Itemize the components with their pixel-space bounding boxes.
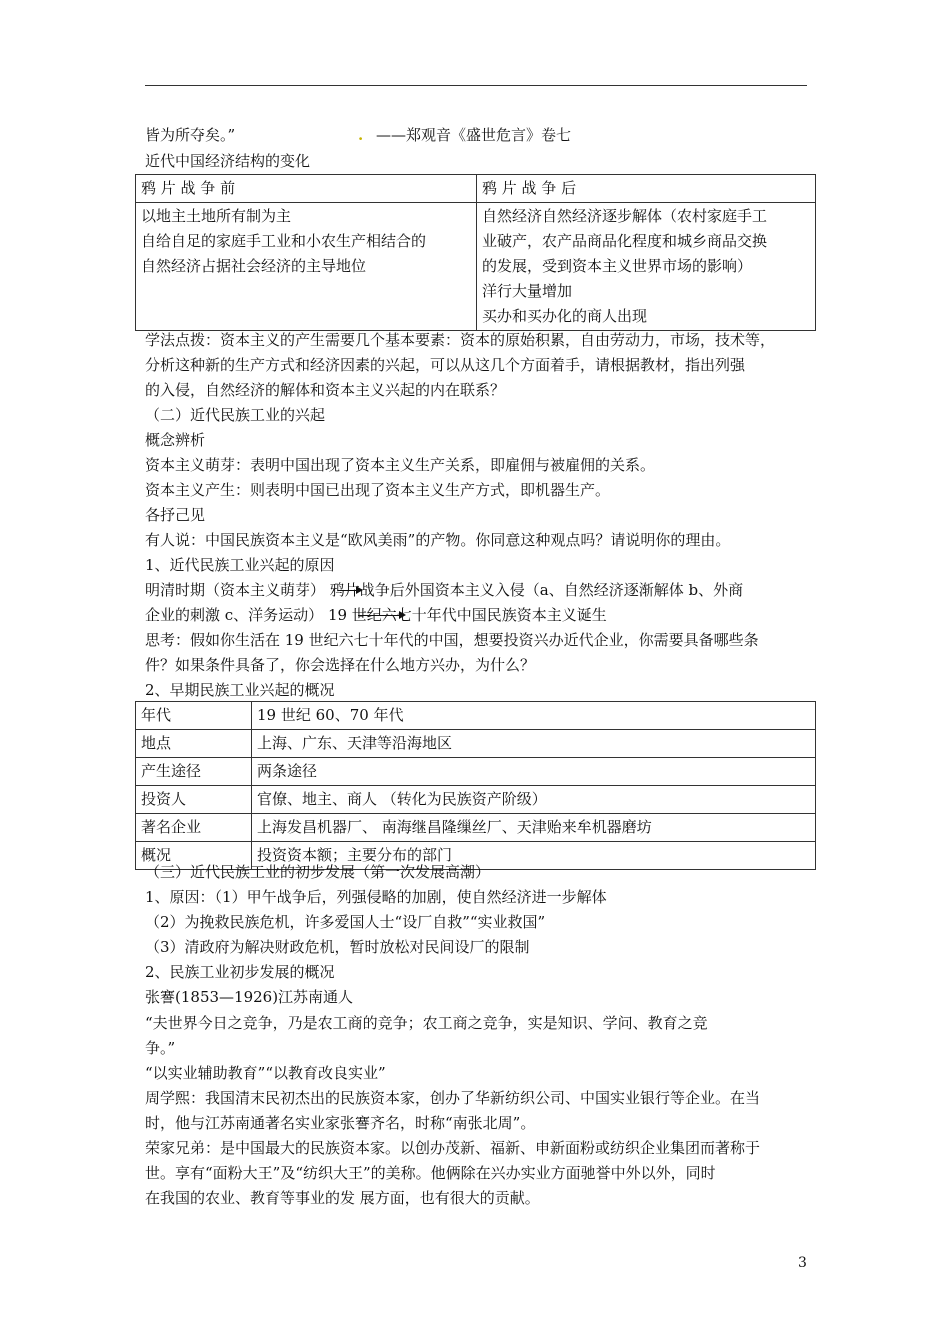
table1-after-line: 的发展，受到资本主义世界市场的影响）: [482, 257, 753, 275]
flow-arrowhead-1: [356, 586, 363, 594]
text-line: 概念辨析: [145, 431, 206, 449]
text-line: 学法点拨：资本主义的产生需要几个基本要素：资本的原始积累，自由劳动力，市场，技术等，: [145, 331, 776, 349]
text-line: （3）清政府为解决财政危机，暂时放松对民间设厂的限制: [145, 938, 530, 956]
table2-value: 上海、广东、天津等沿海地区: [252, 730, 816, 758]
table2-row: [136, 702, 816, 730]
text-line: 1、近代民族工业兴起的原因: [145, 556, 335, 574]
economy-change-table: [135, 174, 816, 331]
text-line: 分析这种新的生产方式和经济因素的兴起，可以从这几个方面着手，请根据教材，指出列强: [145, 356, 746, 374]
table2-value: 两条途径: [252, 758, 816, 786]
header-rule: [145, 85, 807, 86]
table1-before-line: 自给自足的家庭手工业和小农生产相结合的: [141, 232, 427, 250]
table2-value: 上海发昌机器厂、 南海继昌隆缫丝厂、天津贻来牟机器磨坊: [252, 814, 816, 842]
text-line: 思考：假如你生活在 19 世纪六七十年代的中国，想要投资兴办近代企业，你需要具备哪些条: [145, 631, 759, 649]
table1-after-cell: [477, 203, 816, 331]
table2-row: [136, 814, 816, 842]
table1-before-line: 以地主土地所有制为主: [141, 207, 292, 225]
table1-header-after: 鸦 片 战 争 后: [477, 175, 816, 203]
text-line: 争。”: [145, 1039, 176, 1057]
text-line: “以实业辅助教育”“以教育改良实业”: [145, 1064, 386, 1082]
table2-label: 地点: [136, 730, 252, 758]
text-line: 资本主义产生：则表明中国已出现了资本主义生产方式，即机器生产。: [145, 481, 611, 499]
text-line: “夫世界今日之竞争，乃是农工商的竞争；农工商之竞争，实是知识、学问、教育之竞: [145, 1014, 708, 1032]
table2-row: [136, 786, 816, 814]
table2-label: 投资人: [136, 786, 252, 814]
table1-after-line: 买办和买办化的商人出现: [482, 307, 648, 325]
text-line: 明清时期（资本主义萌芽） 鸦片战争后外国资本主义入侵（a、自然经济逐渐解体 b、外商: [145, 581, 744, 599]
table1-header-before: 鸦 片 战 争 前: [136, 175, 477, 203]
page-number: 3: [798, 1255, 807, 1271]
table2-row: [136, 730, 816, 758]
flow-arrowhead-2: [399, 611, 406, 619]
text-line: 张謇(1853—1926)江苏南通人: [145, 988, 354, 1006]
table2-value: 官僚、地主、商人 （转化为民族资产阶级）: [252, 786, 816, 814]
text-line: 2、民族工业初步发展的概况: [145, 963, 335, 981]
text-line: 1、原因：（1）甲午战争后，列强侵略的加剧，使自然经济进一步解体: [145, 888, 607, 906]
table1-after-line: 自然经济自然经济逐步解体（农村家庭手工: [482, 207, 768, 225]
text-line: 的入侵，自然经济的解体和资本主义兴起的内在联系？: [145, 381, 506, 399]
section-heading: （二）近代民族工业的兴起: [145, 406, 326, 424]
table2-label: 著名企业: [136, 814, 252, 842]
flow-arrow-1: [338, 590, 358, 591]
text-line: 在我国的农业、教育等事业的发 展方面，也有很大的贡献。: [145, 1189, 540, 1207]
text-line: 2、早期民族工业兴起的概况: [145, 681, 335, 699]
text-line: 周学熙：我国清末民初杰出的民族资本家，创办了华新纺织公司、中国实业银行等企业。在当: [145, 1089, 761, 1107]
table1-before-line: 自然经济占据社会经济的主导地位: [141, 257, 367, 275]
flow-arrow-2: [358, 615, 400, 616]
quote-mark: .: [357, 126, 364, 144]
table2-row: [136, 758, 816, 786]
text-line: 有人说：中国民族资本主义是“欧风美雨”的产物。你同意这种观点吗？请说明你的理由。: [145, 531, 731, 549]
quote-source: ——郑观音《盛世危言》卷七: [375, 126, 571, 144]
table2-label: 概况: [136, 842, 252, 870]
early-industry-table: [135, 701, 816, 870]
table2-label: 年代: [136, 702, 252, 730]
text-line: 企业的刺激 c、洋务运动） 19 世纪六七十年代中国民族资本主义诞生: [145, 606, 607, 624]
text-line: （2）为挽救民族危机，许多爱国人士“设厂自救”“实业救国”: [145, 913, 546, 931]
table1-after-line: 洋行大量增加: [482, 282, 573, 300]
text-line: 时，他与江苏南通著名实业家张謇齐名，时称“南张北周”。: [145, 1114, 536, 1132]
quote-line: [145, 123, 571, 147]
table2-value: 19 世纪 60、70 年代: [252, 702, 816, 730]
table2-value: 投资资本额；主要分布的部门: [252, 842, 816, 870]
table1-before-cell: [136, 203, 477, 331]
text-line: 各抒己见: [145, 506, 206, 524]
section-heading: （三）近代民族工业的初步发展（第一次发展高潮）: [145, 863, 491, 881]
text-line: 件？如果条件具备了，你会选择在什么地方兴办，为什么？: [145, 656, 536, 674]
text-line: 荣家兄弟：是中国最大的民族资本家。以创办茂新、福新、申新面粉或纺织企业集团而著称于: [145, 1139, 761, 1157]
quote-text: 皆为所夺矣。”: [145, 126, 236, 144]
heading-change: 近代中国经济结构的变化: [145, 152, 311, 170]
table2-label: 产生途径: [136, 758, 252, 786]
text-line: 世。享有“面粉大王”及“纺织大王”的美称。他俩除在兴办实业方面驰誉中外以外，同时: [145, 1164, 716, 1182]
table1-after-line: 业破产，农产品商品化程度和城乡商品交换: [482, 232, 768, 250]
text-line: 资本主义萌芽：表明中国出现了资本主义生产关系，即雇佣与被雇佣的关系。: [145, 456, 656, 474]
